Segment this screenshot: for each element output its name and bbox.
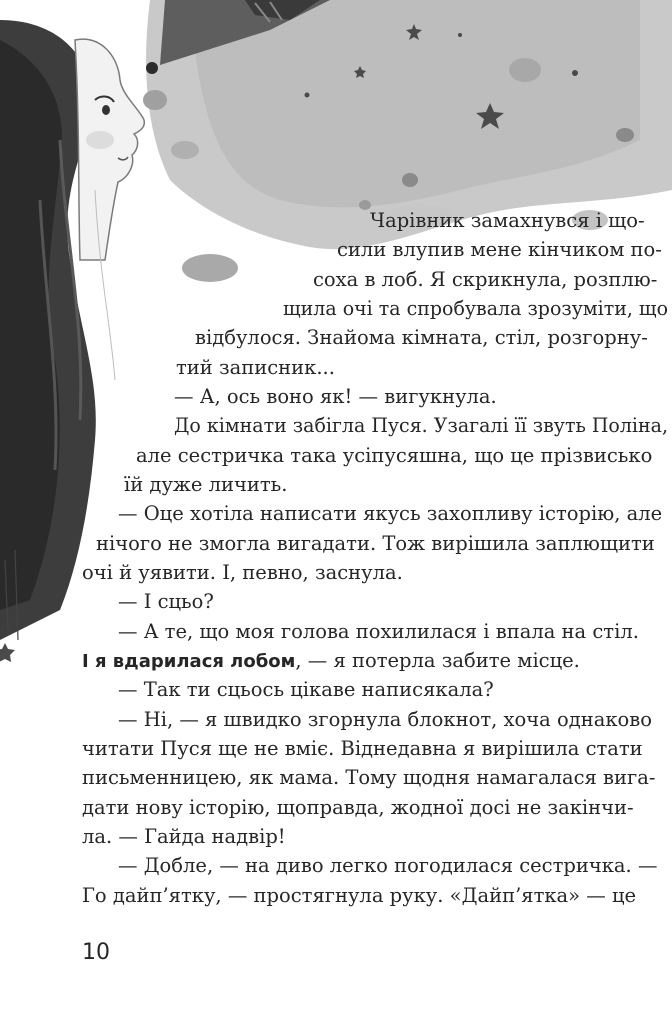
text-line: щила очі та спробувала зрозуміти, що: [283, 297, 668, 320]
text-line: До кімнати забігла Пуся. Узагалі її звуть Поліна,: [174, 414, 668, 437]
text-line: читати Пуся ще не вміє. Віднедавна я вирішила стати: [82, 737, 643, 760]
text-line: [82, 649, 580, 672]
text-line: сили влупив мене кінчиком по-: [337, 238, 662, 261]
text-line: — А, ось воно як! — вигукнула.: [174, 385, 497, 408]
text-line: — Оце хотіла написати якусь захопливу історію, але: [118, 502, 663, 525]
text-line: нічого не змогла вигадати. Тож вирішила заплющити: [96, 532, 655, 555]
text-line: — А те, що моя голова похилилася і впала на стіл.: [118, 620, 639, 643]
text-line: відбулося. Знайома кімната, стіл, розгорну-: [195, 326, 648, 349]
bold-phrase: І я вдарилася лобом: [82, 651, 296, 672]
page-number: 10: [82, 940, 110, 965]
text-line: їй дуже личить.: [124, 473, 288, 496]
text-line: очі й уявити. І, певно, заснула.: [82, 561, 403, 584]
text-line: — Добле, — на диво легко погодилася сестричка. —: [118, 854, 658, 877]
text-line: ла. — Гайда надвір!: [82, 825, 286, 848]
text-line: письменницею, як мама. Тому щодня намагалася вига-: [82, 766, 656, 789]
text-line: — Ні, — я швидко згорнула блокнот, хоча однаково: [118, 708, 652, 731]
text-fragment: , — я потерла забите місце.: [295, 649, 580, 672]
text-line: соха в лоб. Я скрикнула, розплю-: [313, 268, 658, 291]
text-line: Го дайп’ятку, — простягнула руку. «Дайп’ятка» — це: [82, 884, 637, 907]
text-line: дати нову історію, щоправда, жодної досі не закінчи-: [82, 796, 634, 819]
text-line: — Так ти сцьось цікаве написякала?: [118, 678, 494, 701]
text-line: тий записник...: [176, 356, 335, 379]
text-line: але сестричка така усіпусяшна, що це прізвисько: [136, 444, 653, 467]
text-line: — І сцьо?: [118, 590, 214, 613]
text-line: Чарівник замахнувся і що-: [370, 209, 645, 232]
